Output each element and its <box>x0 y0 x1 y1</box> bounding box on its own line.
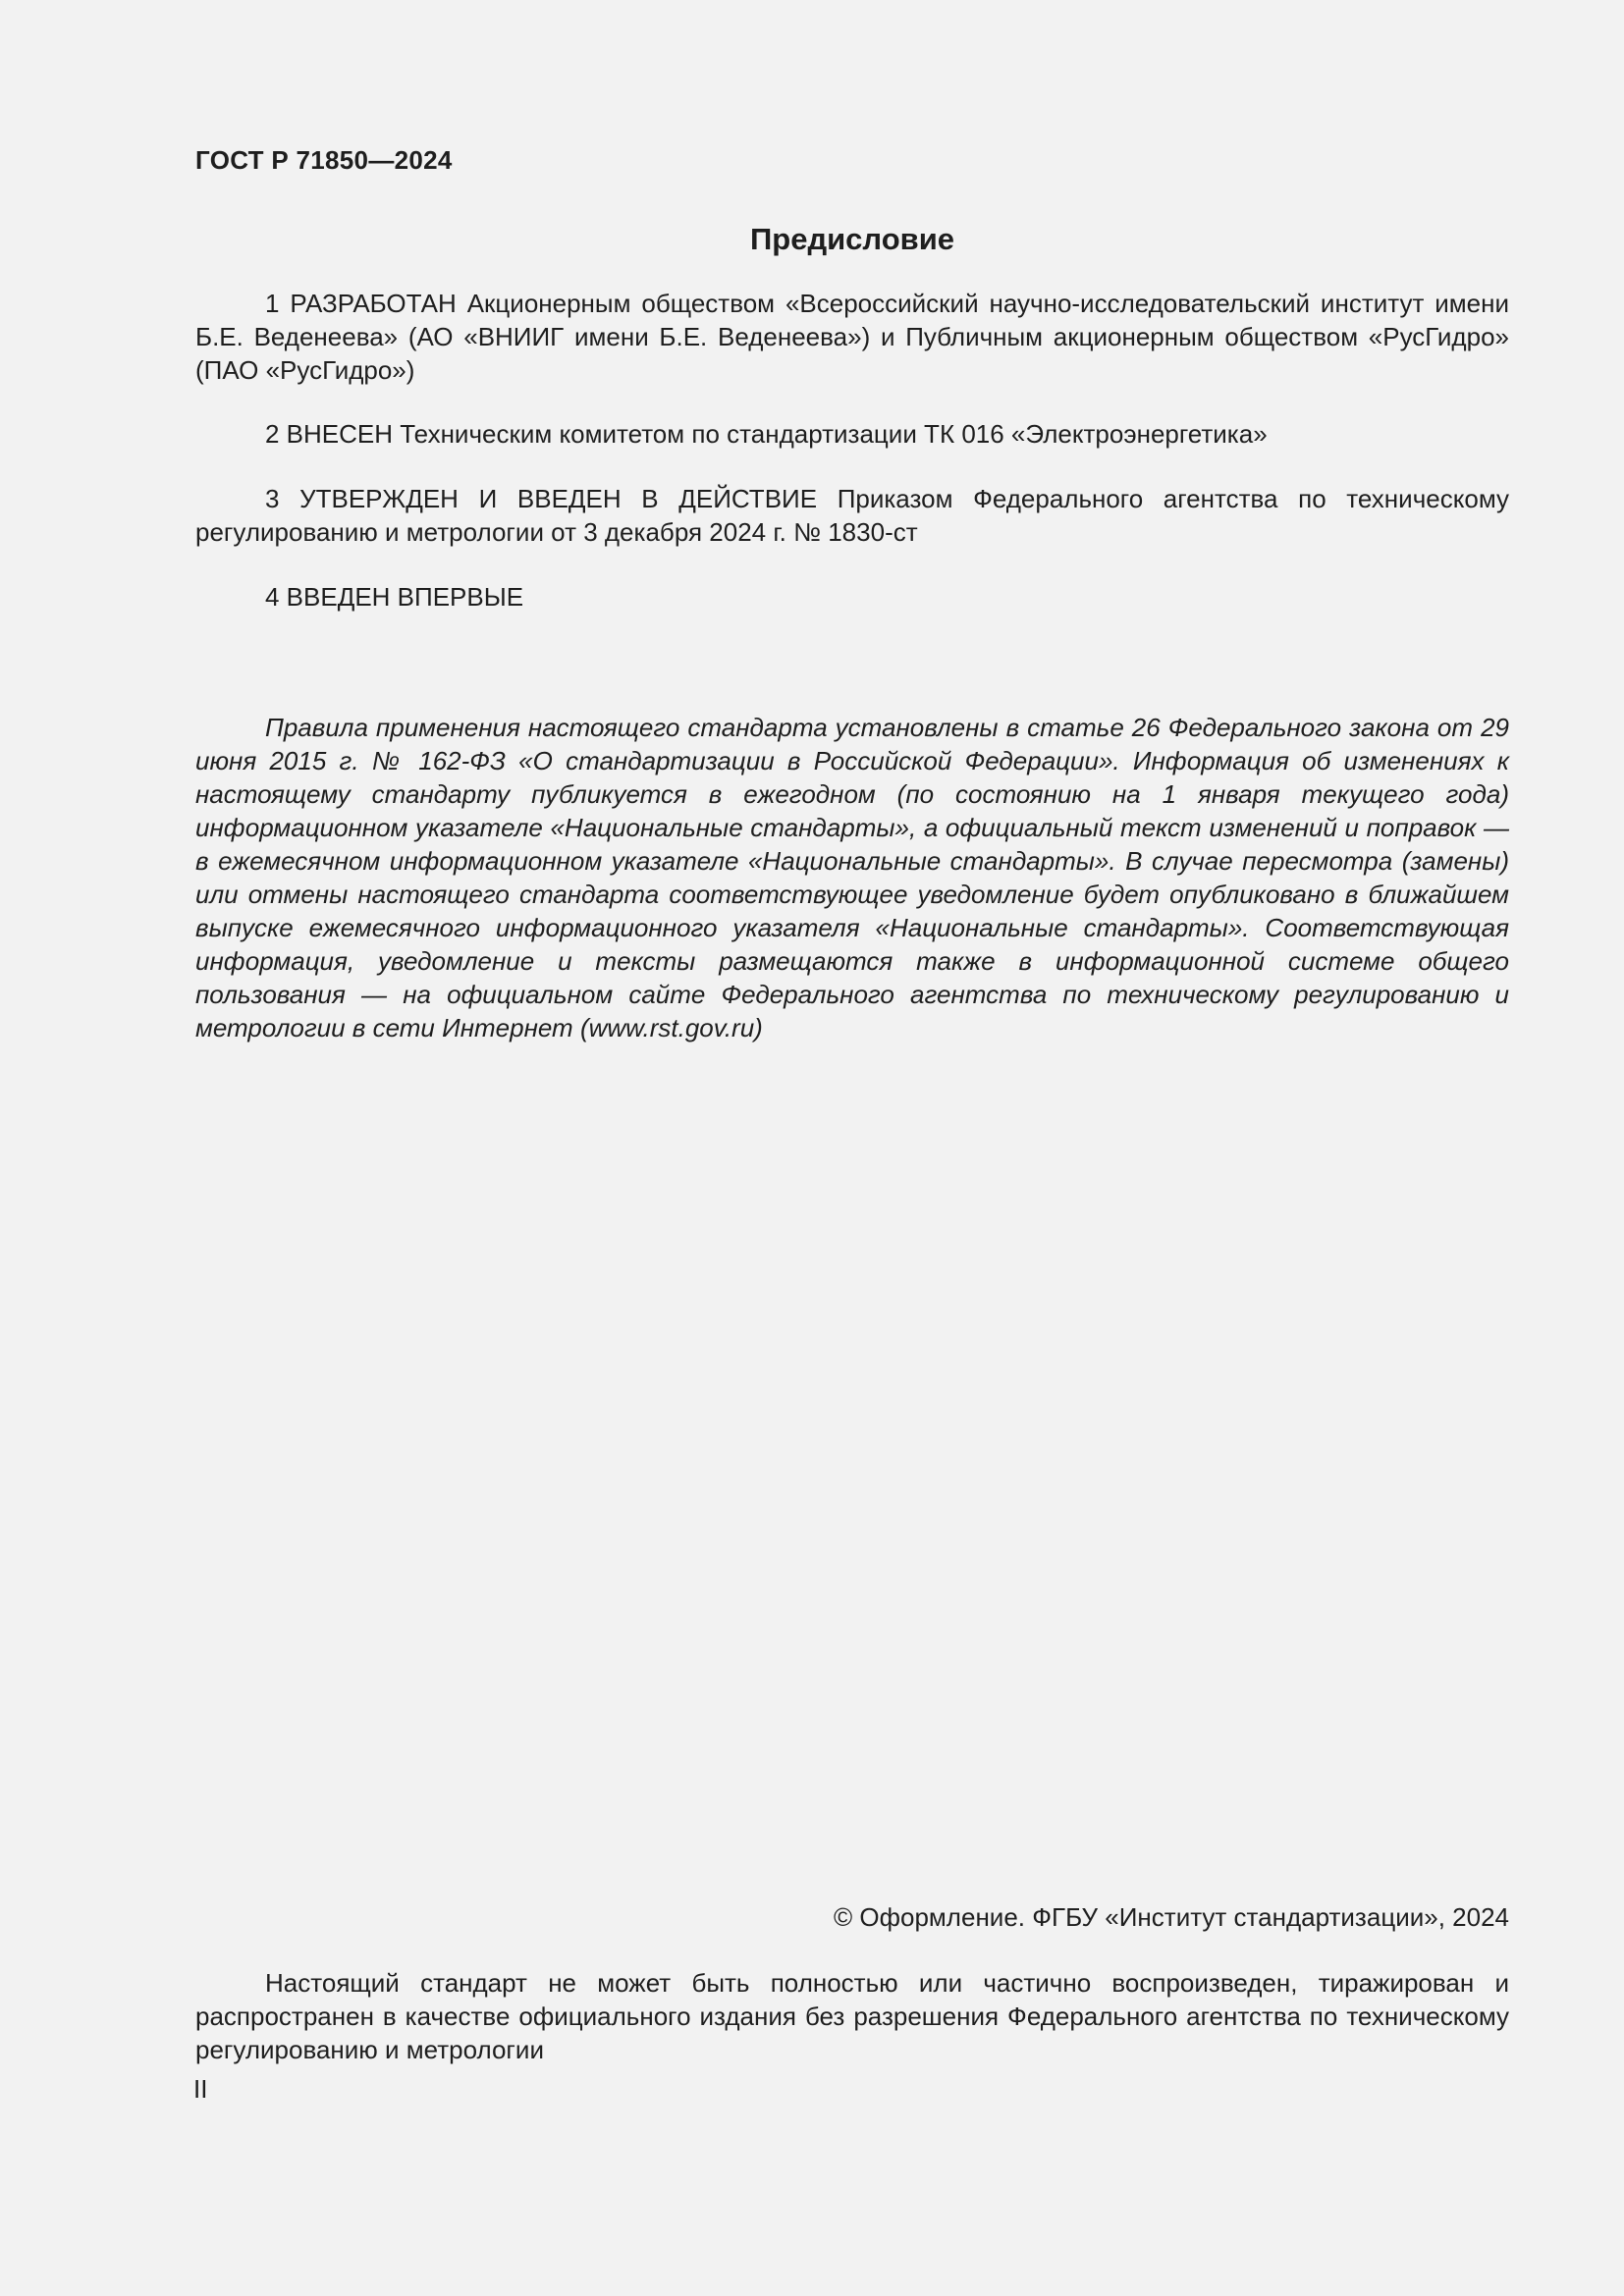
application-rules-notice: Правила применения настоящего стандарта установлены в статье 26 Федерального закона от 29 июня 2015 г. № 162-ФЗ «О стандартизации в Российской Федерации». Информация об изменениях к настоящему стандарту публикуется в ежегодном (по состоянию на 1 января текущего года) информационном указателе «Национальные стандарты», а официальный текст изменений и поправок — в ежемесячном информационном указателе «Национальные стандарты». В случае пересмотра (замены) или отмены настоящего стандарта соответствующее уведомление будет опубликовано в ближайшем выпуске ежемесячного информационного указателя «Национальные стандарты». Соответствующая информация, уведомление и тексты размещаются также в информационной системе общего пользования — на официальном сайте Федерального агентства по техническому регулированию и метрологии в сети Интернет (www.rst.gov.ru) <box>195 713 1509 1042</box>
reproduction-notice: Настоящий стандарт не может быть полностью или частично воспроизведен, тиражирован и распространен в качестве официального издания без разрешения Федерального агентства по техническому регулированию и метрологии <box>195 1968 1509 2064</box>
foreword-item-introduced: 2 ВНЕСЕН Техническим комитетом по стандартизации ТК 016 «Электроэнергетика» <box>265 419 1268 449</box>
copyright-line: © Оформление. ФГБУ «Институт стандартизации», 2024 <box>834 1902 1509 1932</box>
page-number: II <box>193 2074 208 2104</box>
foreword-title: Предисловие <box>749 222 954 256</box>
foreword-item-approved: 3 УТВЕРЖДЕН И ВВЕДЕН В ДЕЙСТВИЕ Приказом Федерального агентства по техническому регулированию и метрологии от 3 декабря 2024 г. № 1830-ст <box>195 484 1509 547</box>
foreword-item-first-introduced: 4 ВВЕДЕН ВПЕРВЫЕ <box>265 582 524 612</box>
foreword-item-developed: 1 РАЗРАБОТАН Акционерным обществом «Всероссийский научно-исследовательский институт имени Б.Е. Веденеева» (АО «ВНИИГ имени Б.Е. Веденеева») и Публичным акционерным обществом «РусГидро» (ПАО «РусГидро») <box>195 289 1509 385</box>
document-code: ГОСТ Р 71850—2024 <box>195 145 453 175</box>
